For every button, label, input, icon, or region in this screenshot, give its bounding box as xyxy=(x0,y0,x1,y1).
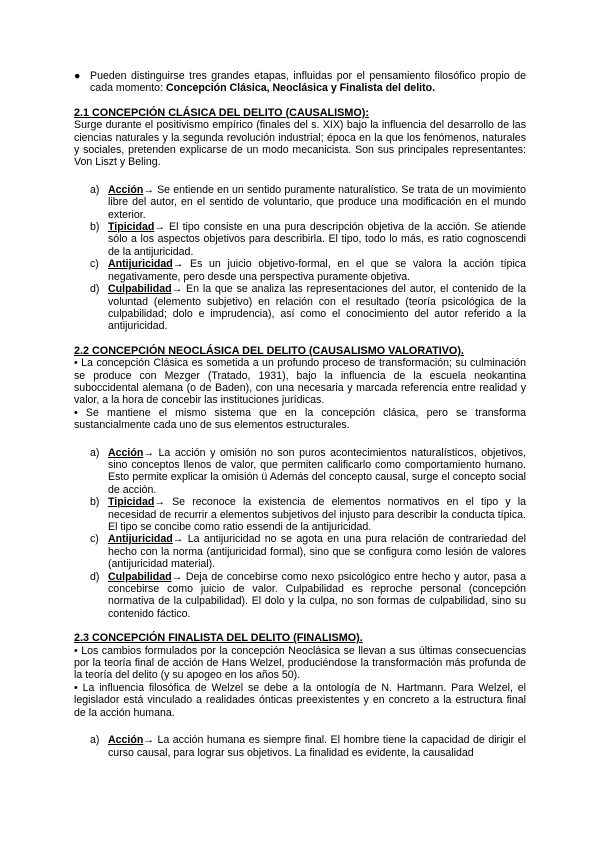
list-marker: c) xyxy=(90,533,99,546)
list-marker: a) xyxy=(90,446,100,459)
item-text: → En la que se analiza las representaciones del autor, el contenido de la voluntad (elemento subjetivo) en relación con el resultado (teoría psicológica de la culpabilidad; dolo e imprudencia), así como el conocimiento del autor referido a la antijuricidad. xyxy=(108,283,526,333)
term-label: Tipicidad xyxy=(108,496,155,509)
intro-bullet xyxy=(74,70,526,95)
item-text: → Es un juicio objetivo-formal, en el que se valora la acción típica negativamente, pero desde una perspectiva puramente objetiva. xyxy=(108,258,526,283)
section-2-3-list xyxy=(74,734,526,759)
item-text: → Deja de concebirse como nexo psicológico entre hecho y autor, pasa a concebirse como juicio de valor. Culpabilidad es reproche personal (concepción normativa de la culpabilidad). El dolo y la culpa, no son formas de culpabilidad, sino su contenido fáctico. xyxy=(108,570,526,620)
item-text: → La antijuricidad no se agota en una pura relación de contrariedad del hecho con la norma (antijuricidad formal), sino que se configura como lesión de valores (antijuricidad material). xyxy=(108,533,526,571)
list-marker: d) xyxy=(90,570,100,583)
term-label: Acción xyxy=(108,183,144,196)
list-marker: a) xyxy=(90,183,100,196)
list-marker: a) xyxy=(90,734,100,747)
document-page xyxy=(74,70,526,759)
section-heading-2-3: 2.3 CONCEPCIÓN FINALISTA DEL DELITO (FINALISMO). xyxy=(74,632,363,645)
section-heading-2-1: 2.1 CONCEPCIÓN CLÁSICA DEL DELITO (CAUSALISMO): xyxy=(74,106,369,119)
list-item xyxy=(74,533,526,570)
list-marker: b) xyxy=(90,496,100,509)
intro-text: Pueden distinguirse tres grandes etapas, influidas por el pensamiento filosófico propio de cada momento: xyxy=(90,70,526,95)
section-2-3-paragraph-2: • La influencia filosófica de Welzel se debe a la ontología de N. Hartmann. Para Welzel, el legislador está vinculado a realidades ónticas preexistentes y en concreto a la estructura final de la acción humana. xyxy=(74,681,526,719)
item-text: → El tipo consiste en una pura descripción objetiva de la acción. Se atiende sólo a los aspectos objetivos para describirla. El tipo, todo lo más, es ratio cognoscendi de la antijuricidad. xyxy=(108,221,526,258)
list-item xyxy=(74,283,526,333)
term-label: Culpabilidad xyxy=(108,283,172,296)
term-label: Antijuricidad xyxy=(108,533,173,546)
section-2-1-paragraph: Surge durante el positivismo empírico (finales del s. XIX) bajo la influencia del desarrollo de las ciencias naturales y la segunda revolución industrial; época en la que los fenómenos, naturales y sociales, pretenden explicarse de un modo mecanicista. Son sus principales representantes: Von Liszt y Beling. xyxy=(74,119,526,169)
bullet-dot: ● xyxy=(74,70,81,82)
list-marker: c) xyxy=(90,258,99,271)
item-text: → Se reconoce la existencia de elementos normativos en el tipo y la necesidad de recurrir a elementos subjetivos del injusto para describir la conducta típica. El tipo se concibe como ratio essendi de la antijuricidad. xyxy=(108,496,526,533)
list-marker: b) xyxy=(90,221,100,234)
list-item xyxy=(74,258,526,283)
term-label: Antijuricidad xyxy=(108,258,173,271)
item-text: → La acción humana es siempre final. El hombre tiene la capacidad de dirigir el curso causal, para lograr sus objetivos. La finalidad es evidente, la causalidad xyxy=(108,734,526,759)
section-heading-2-2: 2.2 CONCEPCIÓN NEOCLÁSICA DEL DELITO (CAUSALISMO VALORATIVO). xyxy=(74,344,464,357)
section-2-2-list xyxy=(74,447,526,621)
term-label: Tipicidad xyxy=(108,221,155,234)
list-item xyxy=(74,184,526,221)
item-text: → Se entiende en un sentido puramente naturalístico. Se trata de un movimiento libre del autor, en el sentido de voluntario, que produce una modificación en el mundo exterior. xyxy=(108,183,526,221)
term-label: Acción xyxy=(108,446,144,459)
list-marker: d) xyxy=(90,283,100,296)
list-item xyxy=(74,447,526,497)
term-label: Acción xyxy=(108,734,144,747)
list-item xyxy=(74,734,526,759)
section-2-2-paragraph-1: • La concepción Clásica es sometida a un profundo proceso de transformación; su culminación se produce con Mezger (Tratado, 1931), bajo la influencia de la escuela neokantina suboccidental alemana (o de Baden), con una necesaria y marcada referencia entre realidad y valor, a la hora de concebir las instituciones jurídicas. xyxy=(74,357,526,407)
list-item xyxy=(74,496,526,533)
item-text: → La acción y omisión no son puros acontecimientos naturalísticos, objetivos, sino conceptos llenos de valor, que permiten calificarlo como comportamiento humano. Esto permite explicar la omisión ü Además del concepto causal, surge el concepto social de acción. xyxy=(108,446,526,496)
list-item xyxy=(74,221,526,258)
section-2-1-list xyxy=(74,184,526,333)
term-label: Culpabilidad xyxy=(108,570,172,583)
list-item xyxy=(74,571,526,621)
section-2-2-paragraph-2: • Se mantiene el mismo sistema que en la concepción clásica, pero se transforma sustancialmente cada uno de sus elementos estructurales. xyxy=(74,406,526,432)
section-2-3-paragraph-1: • Los cambios formulados por la concepción Neoclásica se llevan a sus últimas consecuencias por la teoría final de acción de Hans Welzel, produciéndose la transformación más profunda de la teoría del delito (y su apogeo en los años 50). xyxy=(74,644,526,682)
intro-bold-text: Concepción Clásica, Neoclásica y Finalista del delito. xyxy=(165,82,436,95)
